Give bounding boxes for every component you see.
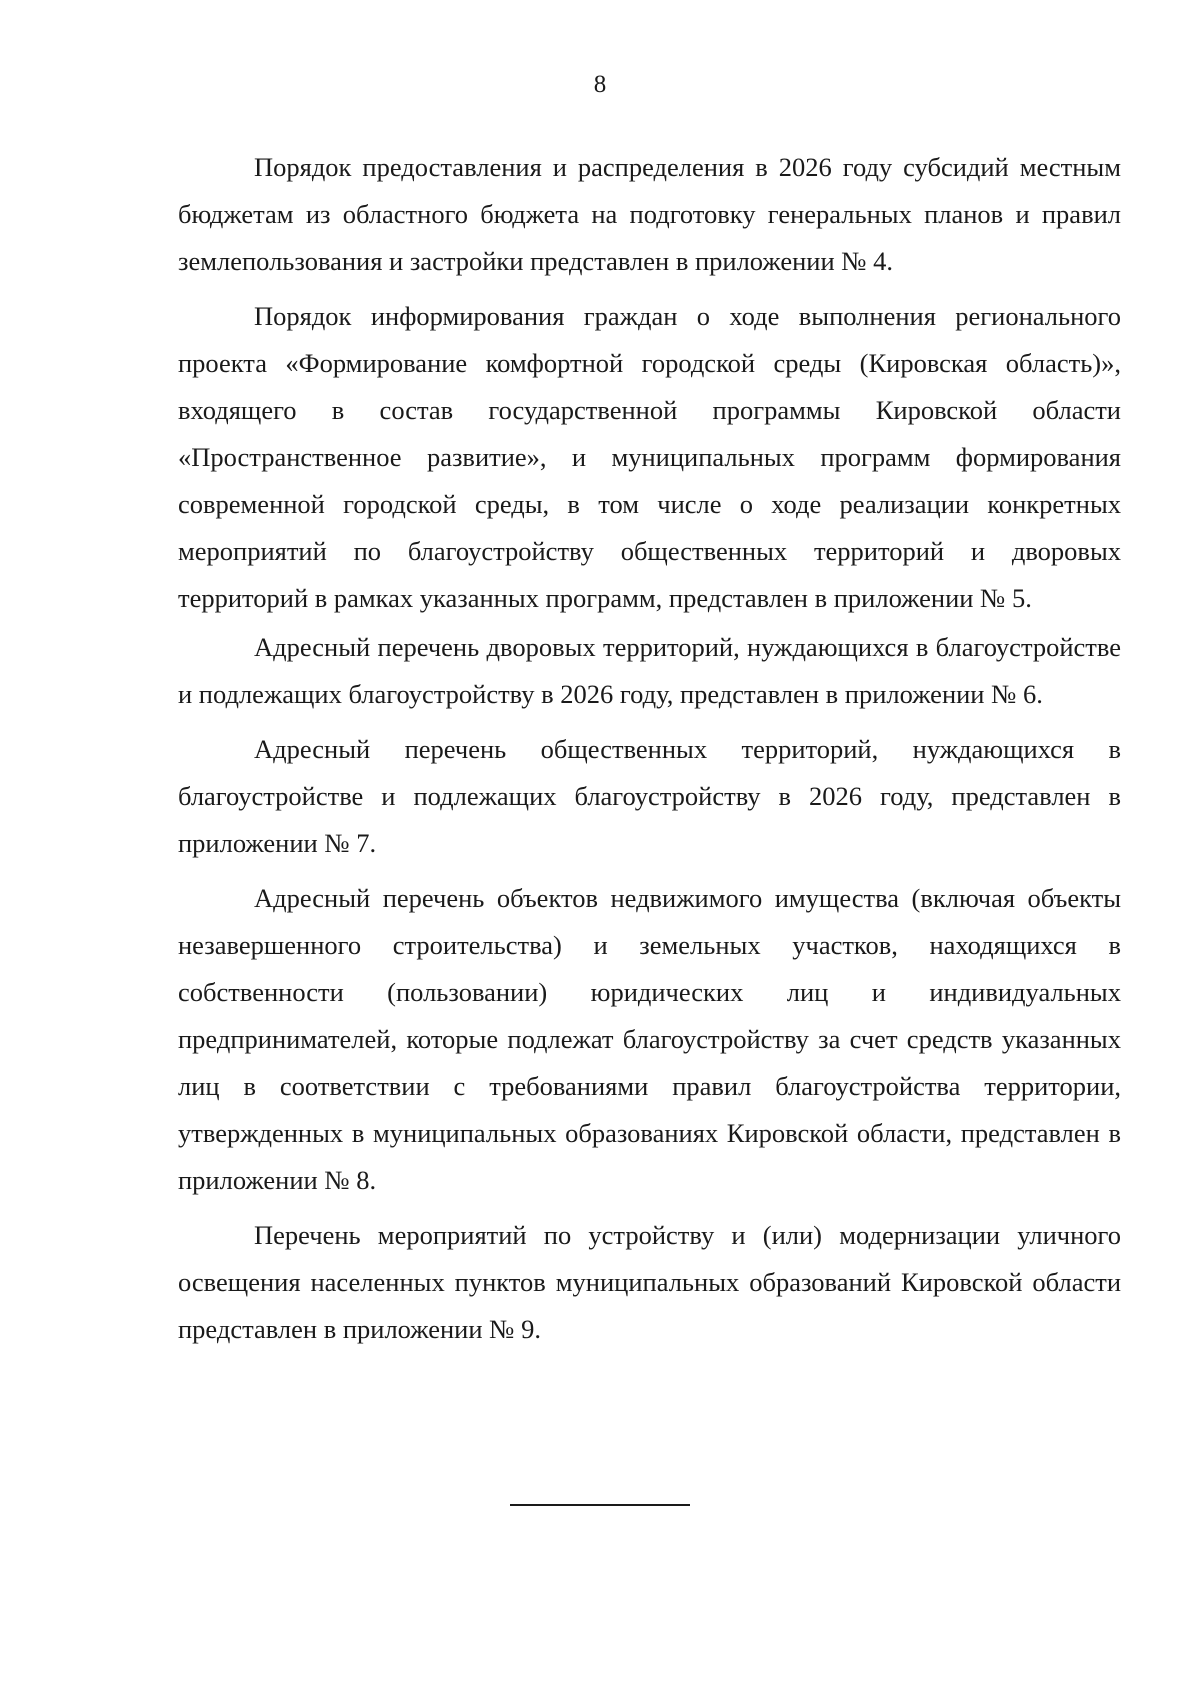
document-body — [178, 144, 1121, 1353]
paragraph-subsidies-order: Порядок предоставления и распределения в 2026 году субсидий местным бюджетам из областного бюджета на подготовку генеральных планов и правил землепользования и застройки представлен в приложении № 4. — [178, 152, 1121, 276]
page-number: 8 — [593, 71, 607, 98]
paragraph-street-lighting-list: Перечень мероприятий по устройству и (или) модернизации уличного освещения населенных пунктов муниципальных образований Кировской области представлен в приложении № 9. — [178, 1220, 1121, 1344]
paragraph-real-estate-list: Адресный перечень объектов недвижимого имущества (включая объекты незавершенного строительства) и земельных участков, находящихся в собственности (пользовании) юридических лиц и индивидуальных предпринимателей, которые подлежат благоустройству за счет средств указанных лиц в соответствии с требованиями правил благоустройства территории, утвержденных в муниципальных образованиях Кировской области, представлен в приложении № 8. — [178, 883, 1121, 1195]
paragraph-yard-territories-list: Адресный перечень дворовых территорий, нуждающихся в благоустройстве и подлежащих благоустройству в 2026 году, представлен в приложении № 6. — [178, 632, 1121, 709]
paragraph-information-order: Порядок информирования граждан о ходе выполнения регионального проекта «Формирование комфортной городской среды (Кировская область)», входящего в состав государственной программы Кировской области «Пространственное развитие», и муниципальных программ формирования современной городской среды, в том числе о ходе реализации конкретных мероприятий по благоустройству общественных территорий и дворовых территорий в рамках указанных программ, представлен в приложении № 5. — [178, 301, 1121, 613]
end-of-document-rule — [510, 1504, 690, 1506]
paragraph-public-territories-list: Адресный перечень общественных территорий, нуждающихся в благоустройстве и подлежащих благоустройству в 2026 году, представлен в приложении № 7. — [178, 734, 1121, 858]
